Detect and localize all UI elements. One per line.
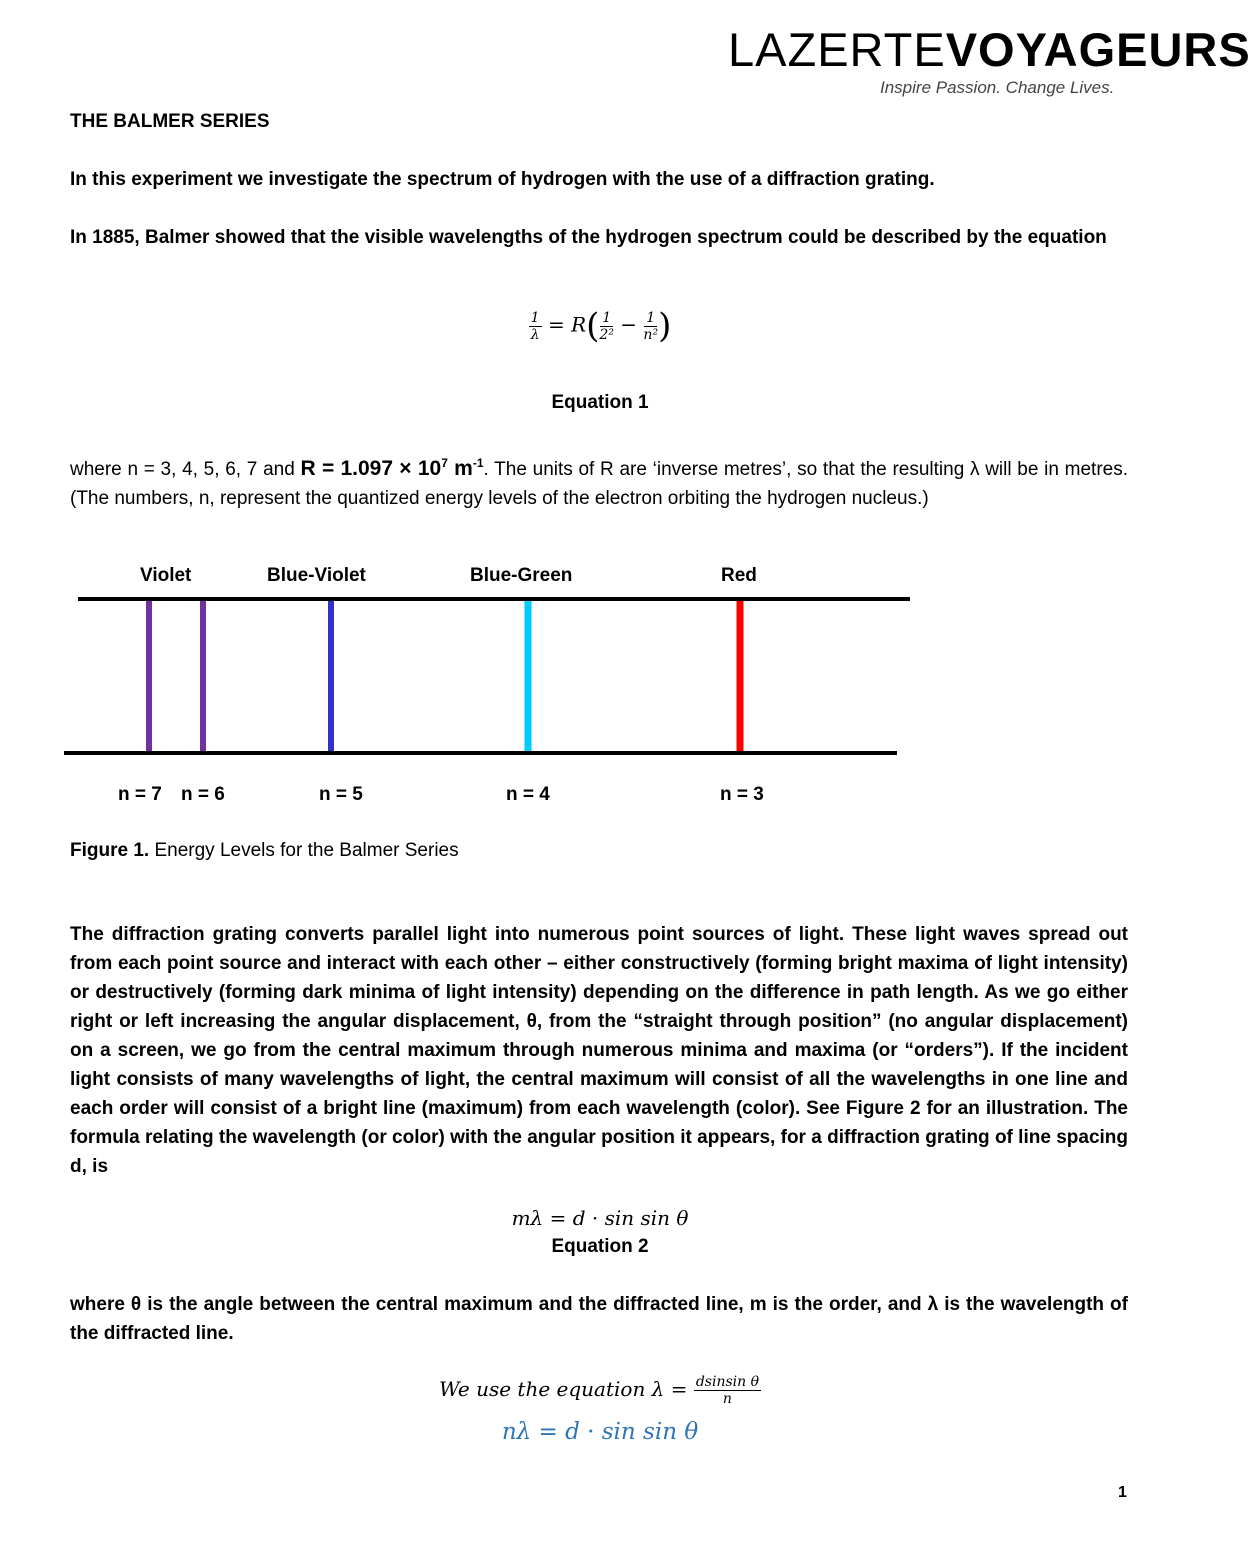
balmer-paragraph: In 1885, Balmer showed that the visible wavelengths of the hydrogen spectrum could be described by the equation xyxy=(70,227,1107,248)
eq1-term1: $\frac{1}{\text{2²}}$ xyxy=(599,309,614,343)
eq1-term2: $\frac{1}{\text{n²}}$ xyxy=(643,309,659,343)
eq1-lhs: $\frac{1}{\lambda}$ xyxy=(530,309,540,343)
label-violet: Violet xyxy=(140,565,192,586)
intro-paragraph: In this experiment we investigate the spectrum of hydrogen with the use of a diffraction grating. xyxy=(70,169,935,190)
label-n5: n = 5 xyxy=(319,784,363,805)
label-blue-green: Blue-Green xyxy=(470,565,573,586)
page-title: THE BALMER SERIES xyxy=(70,111,270,132)
equation-2: mλ = d · sin sin θ xyxy=(511,1206,689,1230)
label-n7: n = 7 xyxy=(118,784,162,805)
label-n6: n = 6 xyxy=(181,784,225,805)
where-paragraph-2: where θ is the angle between the central maximum and the diffracted line, m is the order, and λ is the wavelength of the diffracted line. xyxy=(70,1294,1128,1344)
eq1-minus: − xyxy=(620,312,638,337)
logo xyxy=(728,23,1251,76)
eq1-R: R xyxy=(571,312,587,337)
equation-1: $\frac{1}{\lambda}$ = R( $\frac{1}{\text{2²}}$ − $\frac{1}{\text{n²}}$ ) xyxy=(530,306,672,346)
eq3-lead: We use the equation λ = xyxy=(438,1377,688,1401)
spectrum-diagram xyxy=(0,590,1200,765)
label-n3: n = 3 xyxy=(720,784,764,805)
page-number: 1 xyxy=(1118,1484,1127,1501)
equation-2-label: Equation 2 xyxy=(551,1236,649,1257)
equation-4: nλ = d · sin sin θ xyxy=(501,1419,699,1445)
logo-tagline: Inspire Passion. Change Lives. xyxy=(880,78,1115,97)
grating-paragraph: The diffraction grating converts parallel light into numerous point sources of light. These light waves spread out from each point source and interact with each other – either constructively (forming bright maxima of light intensity) or destructively (forming dark minima of light intensity) depending on the difference in path length. As we go either right or left increasing the angular displacement, θ, from the “straight through position” (no angular displacement) on a screen, we go from the central maximum through numerous minima and maxima (or “orders”). If the incident light consists of many wavelengths of light, the central maximum will consist of all the wavelengths in one line and each order will consist of a bright line (maximum) from each wavelength (color). See Figure 2 for an illustration. The formula relating the wavelength (or color) with the angular position it appears, for a diffraction grating of line spacing d, is xyxy=(70,924,1128,1177)
label-n4: n = 4 xyxy=(506,784,550,805)
label-red: Red xyxy=(721,565,757,586)
equation-1-label: Equation 1 xyxy=(551,392,649,413)
logo-part2: VOYAGEURS xyxy=(945,23,1251,76)
equation-3 xyxy=(0,1374,1200,1407)
eq3-fraction: $\frac{\text{dsinsin θ}}{n}$ xyxy=(695,1374,760,1407)
figure-1-caption: Figure 1. Energy Levels for the Balmer Series xyxy=(70,840,459,861)
where-paragraph-1: where n = 3, 4, 5, 6, 7 and $R = 1.097 \times 10^7$ $m^{-1}$. The units of R are ‘inverse metres’, so that the resulting λ will be in metres. (The numbers, n, represent the quantized energy levels of the electron orbiting the hydrogen nucleus.) xyxy=(70,456,1128,509)
eq1-equals: = xyxy=(547,312,565,337)
label-blue-violet: Blue-Violet xyxy=(267,565,366,586)
logo-part1: LAZERTE xyxy=(728,23,946,76)
